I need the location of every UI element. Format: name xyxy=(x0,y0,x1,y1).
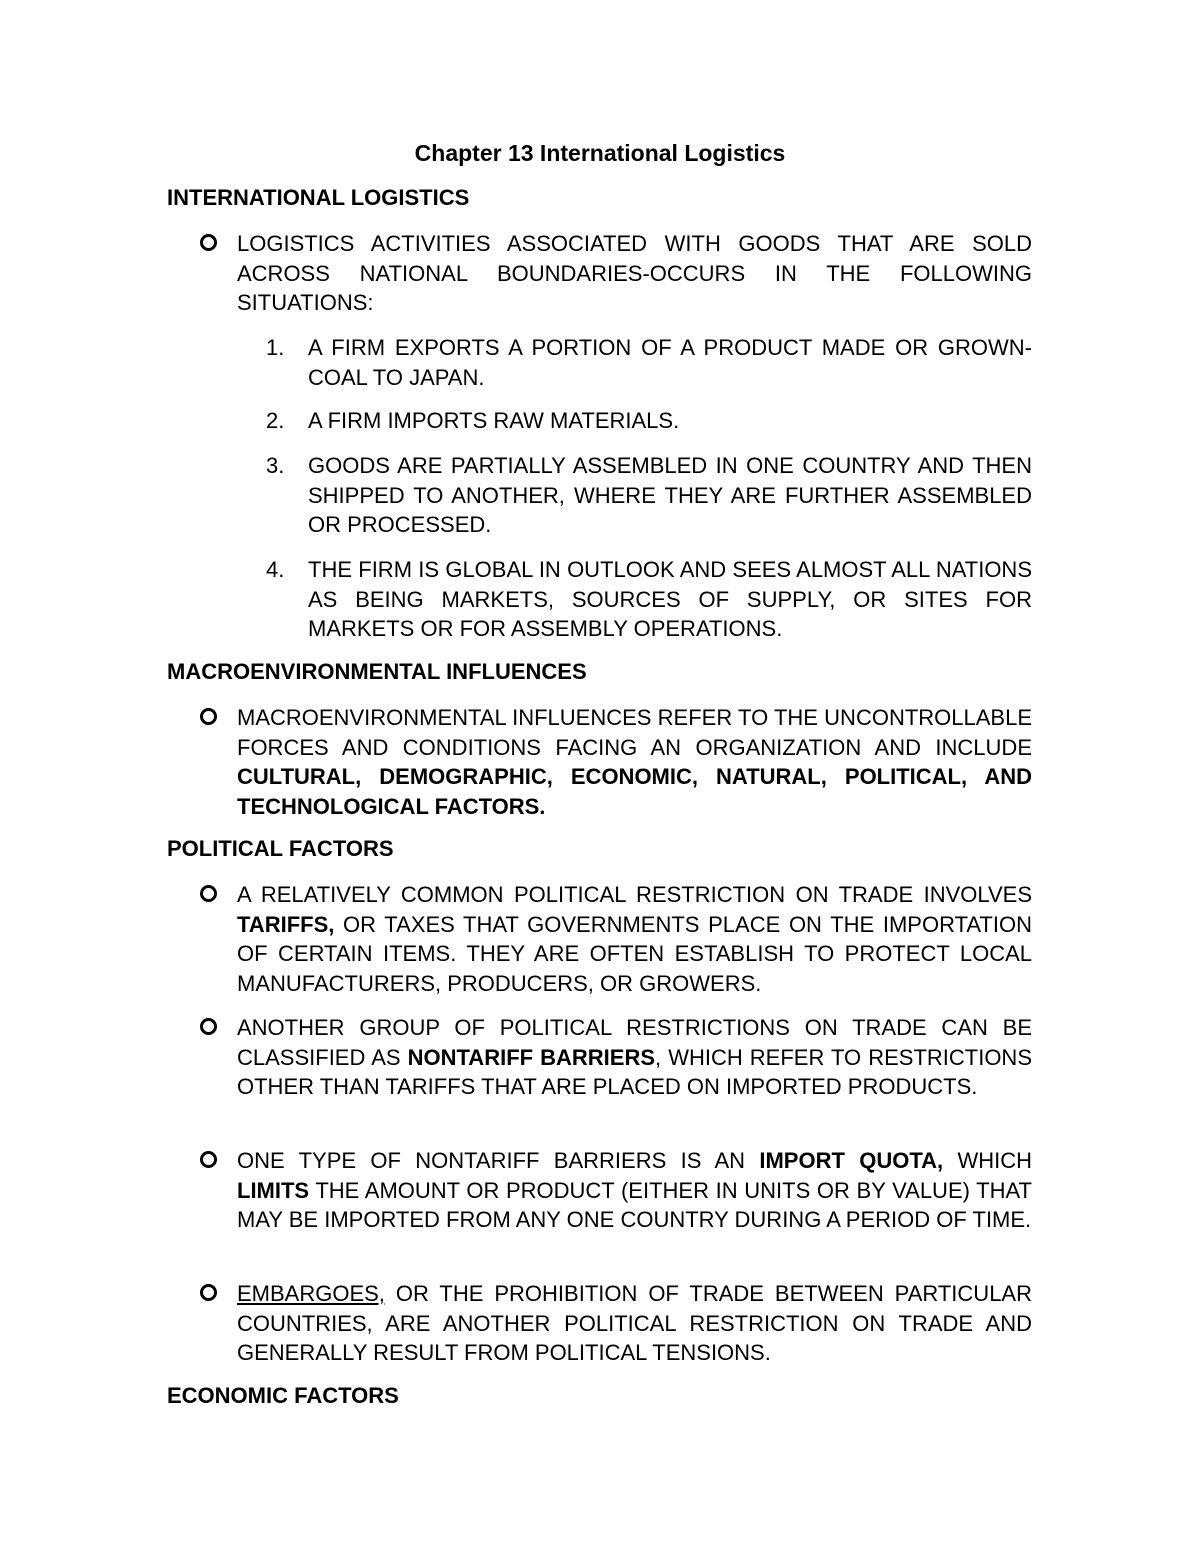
bullet-text xyxy=(237,703,1032,822)
bullet-embargoes xyxy=(200,1279,1032,1368)
underlined-term-embargoes: EMBARGOES, xyxy=(237,1281,385,1306)
bullet-tariffs xyxy=(200,880,1032,999)
bold-term-nontariff-barriers: NONTARIFF BARRIERS xyxy=(407,1044,656,1070)
text-span: THE AMOUNT OR PRODUCT (EITHER IN UNITS OR BY VALUE) THAT MAY BE IMPORTED FROM ANY ONE COUNTRY DURING A PERIOD OF TIME. xyxy=(237,1177,1032,1233)
text-span: OR TAXES THAT GOVERNMENTS PLACE ON THE IMPORTATION OF CERTAIN ITEMS. THEY ARE OFTEN ESTABLISH TO PROTECT LOCAL MANUFACTURERS, PRODUCERS, OR GROWERS. xyxy=(237,911,1032,997)
bullet-nontariff-barriers xyxy=(200,1013,1032,1102)
list-number: 3. xyxy=(266,453,285,478)
bullet-text-plain: MACROENVIRONMENTAL INFLUENCES REFER TO THE UNCONTROLLABLE FORCES AND CONDITIONS FACING AN ORGANIZATION AND INCLUDE xyxy=(237,705,1032,760)
text-span: WHICH xyxy=(943,1148,1032,1173)
list-item-text: GOODS ARE PARTIALLY ASSEMBLED IN ONE COUNTRY AND THEN SHIPPED TO ANOTHER, WHERE THEY ARE FURTHER ASSEMBLED OR PROCESSED. xyxy=(308,453,1032,538)
list-number: 1. xyxy=(266,335,285,360)
heading-macroenvironmental-influences: MACROENVIRONMENTAL INFLUENCES xyxy=(167,659,587,684)
page-title: Chapter 13 International Logistics xyxy=(414,140,786,166)
list-item-1 xyxy=(266,333,1032,392)
circle-bullet-icon xyxy=(200,1151,217,1168)
list-number: 2. xyxy=(266,408,285,433)
heading-economic-factors: ECONOMIC FACTORS xyxy=(167,1383,399,1408)
bullet-import-quota xyxy=(200,1146,1032,1235)
heading-political-factors: POLITICAL FACTORS xyxy=(167,836,394,861)
list-number: 4. xyxy=(266,557,285,582)
circle-bullet-icon xyxy=(200,234,217,251)
bold-term-limits: LIMITS xyxy=(237,1177,310,1203)
circle-bullet-icon xyxy=(200,885,217,902)
list-item-text: THE FIRM IS GLOBAL IN OUTLOOK AND SEES ALMOST ALL NATIONS AS BEING MARKETS, SOURCES OF SUPPLY, OR SITES FOR MARKETS OR FOR ASSEMBLY OPERATIONS. xyxy=(308,557,1032,642)
bullet-text xyxy=(237,1146,1032,1235)
list-item-text: A FIRM EXPORTS A PORTION OF A PRODUCT MADE OR GROWN- COAL TO JAPAN. xyxy=(308,335,1032,390)
list-item-4 xyxy=(266,555,1032,644)
bullet-text xyxy=(237,1013,1032,1102)
bullet-logistics-activities xyxy=(200,229,1032,318)
list-item-2 xyxy=(266,406,1032,436)
text-span: ANOTHER GROUP OF POLITICAL RESTRICTIONS ON TRADE CAN BE CLASSIFIED AS xyxy=(237,1015,1032,1070)
list-item-3 xyxy=(266,451,1032,540)
text-span: A RELATIVELY COMMON POLITICAL RESTRICTION ON TRADE INVOLVES xyxy=(237,882,1032,907)
bullet-macro-influences xyxy=(200,703,1032,822)
circle-bullet-icon xyxy=(200,1018,217,1035)
list-item-text: A FIRM IMPORTS RAW MATERIALS. xyxy=(308,408,680,433)
heading-international-logistics: INTERNATIONAL LOGISTICS xyxy=(167,185,470,210)
bullet-text-bold: CULTURAL, DEMOGRAPHIC, ECONOMIC, NATURAL, POLITICAL, AND TECHNOLOGICAL FACTORS. xyxy=(237,764,1032,820)
bullet-text xyxy=(237,1279,1032,1368)
circle-bullet-icon xyxy=(200,708,217,725)
text-span: OR THE PROHIBITION OF TRADE BETWEEN PARTICULAR COUNTRIES, ARE ANOTHER POLITICAL RESTRICTION ON TRADE AND GENERALLY RESULT FROM POLITICAL TENSIONS. xyxy=(237,1281,1032,1366)
bold-term-tariffs: TARIFFS, xyxy=(237,911,335,937)
bold-term-import-quota: IMPORT QUOTA, xyxy=(759,1148,944,1173)
circle-bullet-icon xyxy=(200,1284,217,1301)
text-span: ONE TYPE OF NONTARIFF BARRIERS IS AN xyxy=(237,1148,760,1173)
bullet-text xyxy=(237,880,1032,999)
text-span: , WHICH REFER TO RESTRICTIONS OTHER THAN TARIFFS THAT ARE PLACED ON IMPORTED PRODUCTS. xyxy=(237,1044,1032,1100)
bullet-text: LOGISTICS ACTIVITIES ASSOCIATED WITH GOODS THAT ARE SOLD ACROSS NATIONAL BOUNDARIES-OCCURS IN THE FOLLOWING SITUATIONS: xyxy=(237,231,1032,316)
